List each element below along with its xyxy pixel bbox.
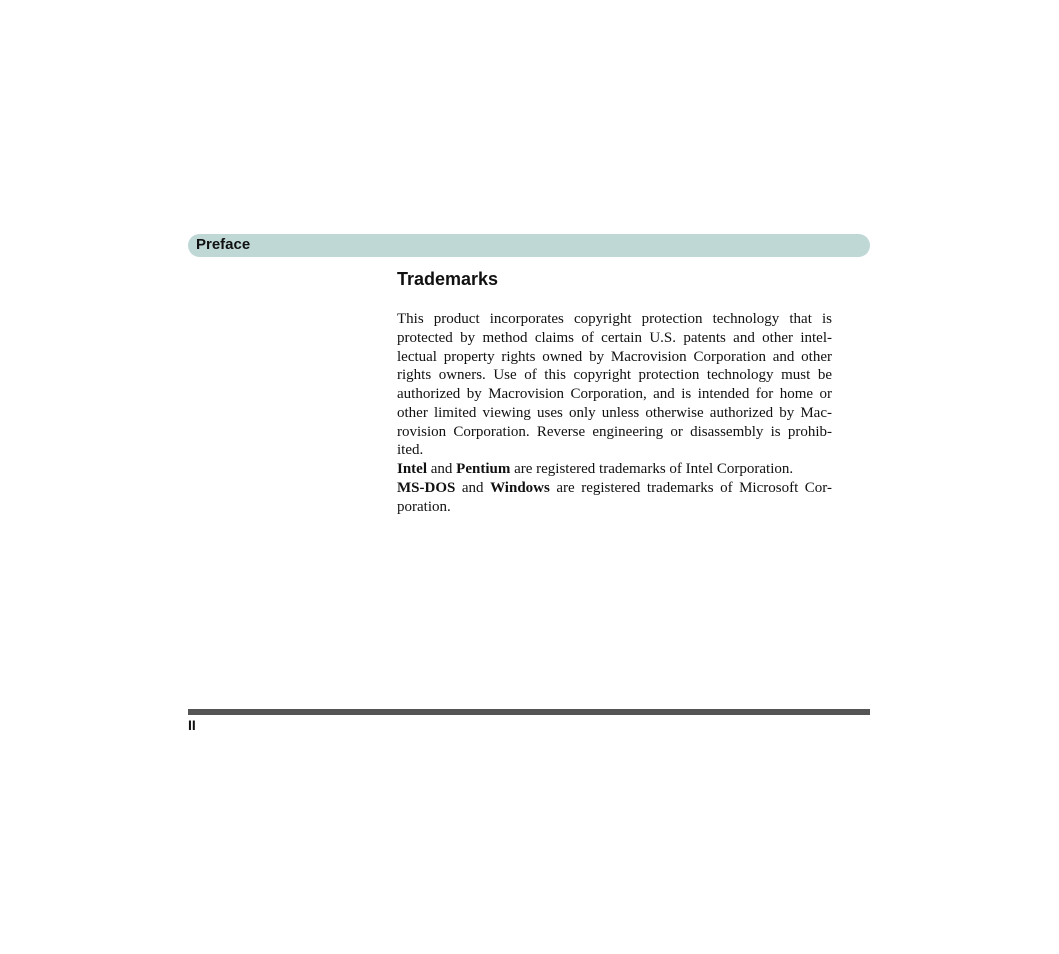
body-text <box>397 310 832 516</box>
trademark-line-microsoft <box>397 479 832 517</box>
trademark-statement: are registered trademarks of Microsoft Cor-poration. <box>397 479 832 515</box>
trademark-statement: are registered trademarks of Intel Corporation. <box>510 461 794 477</box>
section-header-bar <box>188 234 870 257</box>
header-title: Preface <box>196 236 251 253</box>
trademark-term: Windows <box>490 479 550 496</box>
trademark-joiner: and <box>455 479 491 496</box>
trademark-term: MS-DOS <box>397 479 456 496</box>
section-heading: Trademarks <box>397 269 499 289</box>
trademark-term: Pentium <box>456 461 511 477</box>
copyright-paragraph: This product incorporates copyright protection technology that is protected by method claims of certain U.S. patents and other intel-lectual property rights owned by Macrovision Corporation and other rights owners. Use of this copyright protection technology must be authorized by Macrovision Corporation, and is intended for home or other limited viewing uses only unless otherwise authorized by Mac-rovision Corporation. Reverse engineering or disassembly is prohib-ited. <box>397 311 832 459</box>
trademark-line-intel <box>397 460 832 479</box>
trademark-joiner: and <box>427 461 457 477</box>
trademark-term: Intel <box>397 461 427 477</box>
page-number: II <box>188 717 196 733</box>
footer-rule <box>188 709 870 715</box>
